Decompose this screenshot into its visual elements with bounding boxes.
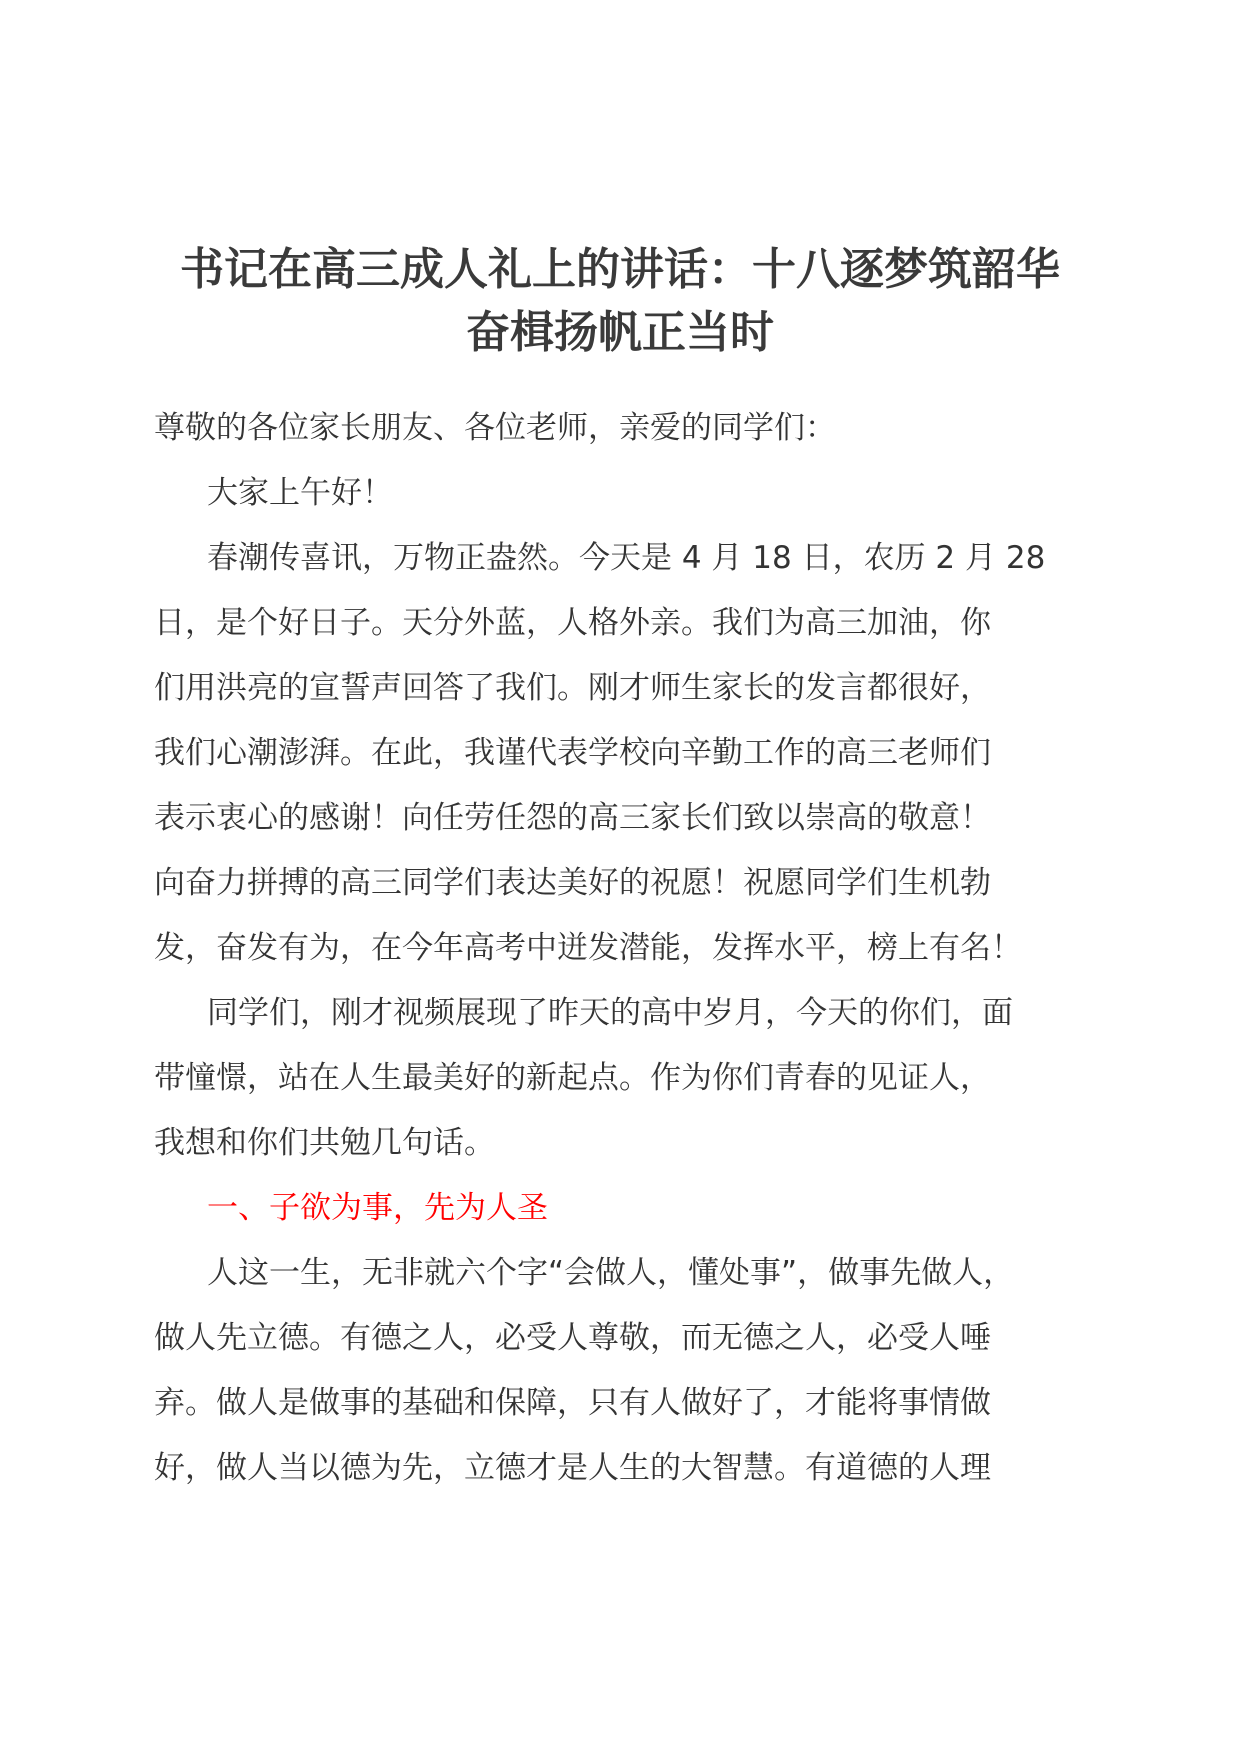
paragraph-line: 做人先立德。有德之人，必受人尊敬，而无德之人，必受人唾 xyxy=(154,1320,991,1356)
document-title-line2: 奋楫扬帆正当时 xyxy=(466,307,774,358)
paragraph-line: 好，做人当以德为先，立德才是人生的大智慧。有道德的人理 xyxy=(154,1450,991,1486)
paragraph-line: 日，是个好日子。天分外蓝，人格外亲。我们为高三加油，你 xyxy=(154,605,991,641)
paragraph-line: 春潮传喜讯，万物正盎然。今天是 4 月 18 日，农历 2 月 28 xyxy=(207,540,1046,576)
paragraph-line: 我们心潮澎湃。在此，我谨代表学校向辛勤工作的高三老师们 xyxy=(154,735,991,771)
paragraph-line: 我想和你们共勉几句话。 xyxy=(154,1125,495,1161)
paragraph-line: 们用洪亮的宣誓声回答了我们。刚才师生家长的发言都很好， xyxy=(154,670,991,706)
greeting: 大家上午好！ xyxy=(207,475,393,511)
paragraph-line: 向奋力拼搏的高三同学们表达美好的祝愿！祝愿同学们生机勃 xyxy=(154,865,991,901)
document-title: 书记在高三成人礼上的讲话：十八逐梦筑韶华 xyxy=(180,244,1060,295)
paragraph-line: 发，奋发有为，在今年高考中迸发潜能，发挥水平，榜上有名！ xyxy=(154,930,1022,966)
paragraph-line: 表示衷心的感谢！向任劳任怨的高三家长们致以崇高的敬意！ xyxy=(154,800,991,836)
paragraph-line: 弃。做人是做事的基础和保障，只有人做好了，才能将事情做 xyxy=(154,1385,991,1421)
section-heading: 一、子欲为事，先为人圣 xyxy=(207,1190,548,1226)
paragraph-line: 人这一生，无非就六个字“会做人，懂处事”，做事先做人， xyxy=(207,1255,1015,1291)
paragraph-line: 同学们，刚才视频展现了昨天的高中岁月，今天的你们，面 xyxy=(207,995,1013,1031)
paragraph-line: 带憧憬，站在人生最美好的新起点。作为你们青春的见证人， xyxy=(154,1060,991,1096)
salutation: 尊敬的各位家长朋友、各位老师，亲爱的同学们： xyxy=(154,410,836,446)
